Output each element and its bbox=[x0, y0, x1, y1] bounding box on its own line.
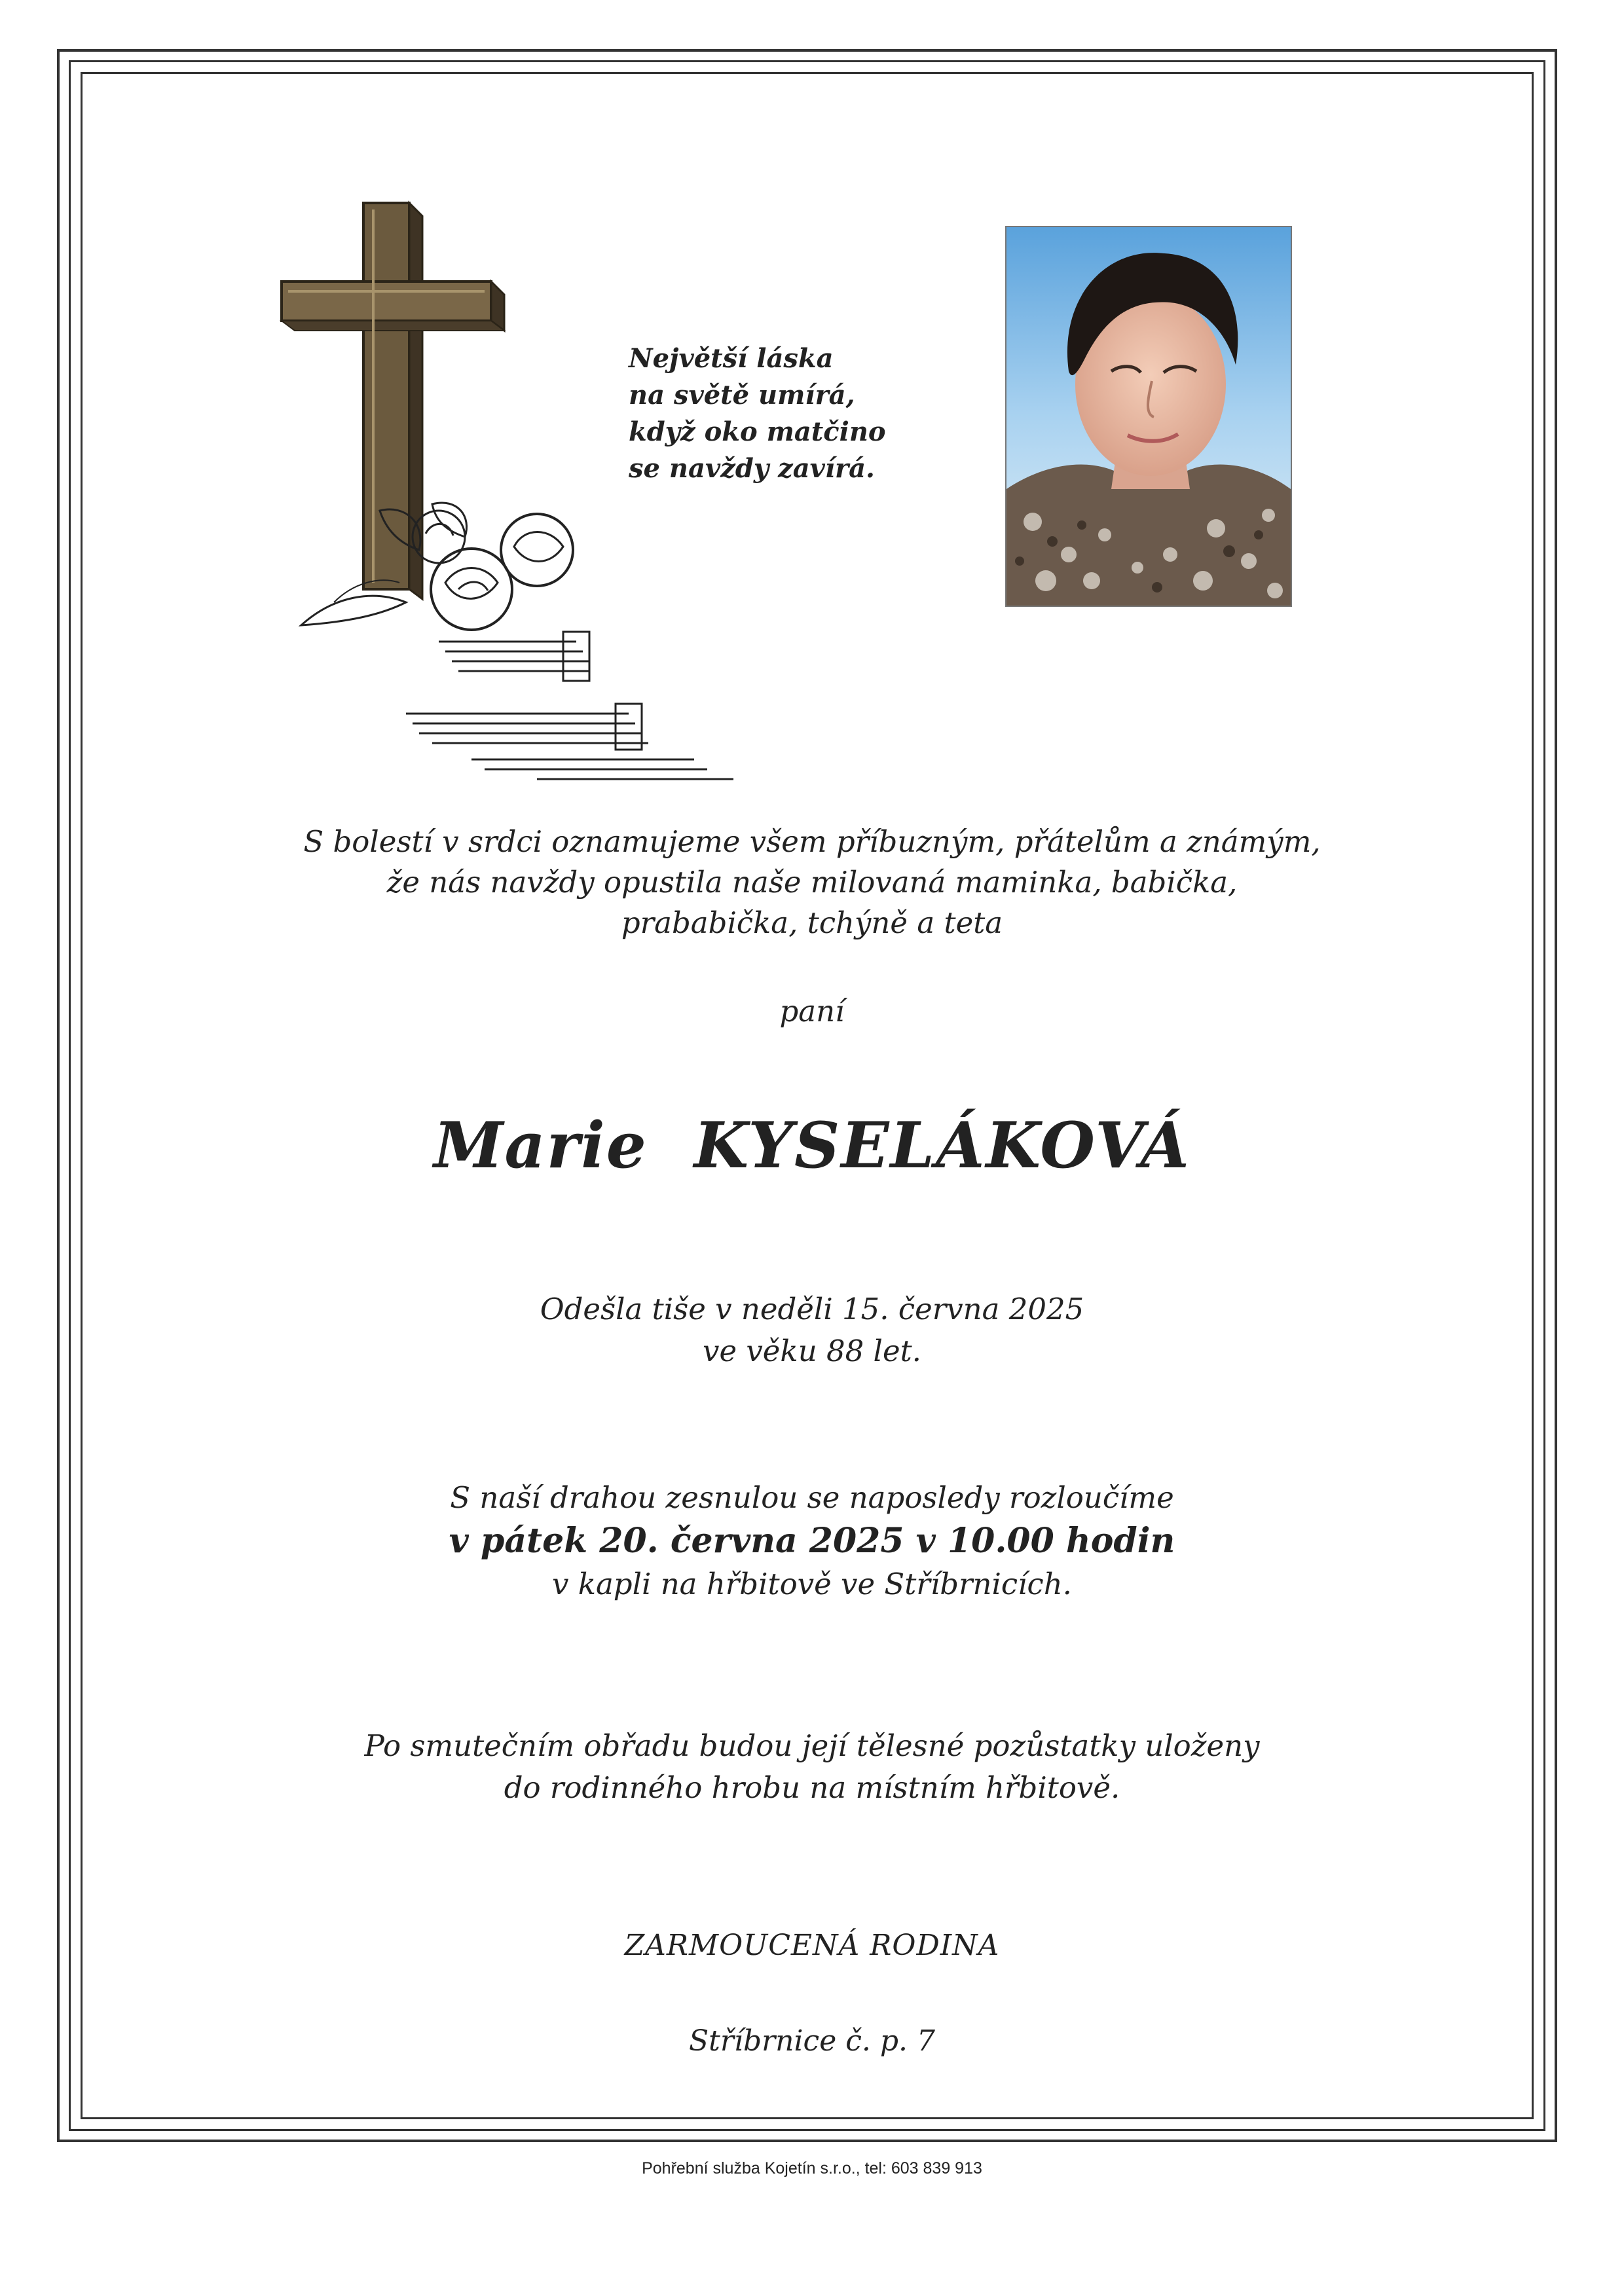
family-signature bbox=[196, 1926, 1428, 1965]
announcement-line: S bolestí v srdci oznamujeme všem příbuzným, přátelům a známým, bbox=[303, 824, 1321, 859]
age-line: ve věku 88 let. bbox=[703, 1334, 921, 1368]
cross-with-roses-icon bbox=[275, 196, 747, 786]
announcement-line: prababička, tchýně a teta bbox=[621, 905, 1003, 940]
motto-poem bbox=[629, 340, 969, 487]
burial-line: do rodinného hrobu na místním hřbitově. bbox=[504, 1770, 1120, 1805]
first-name: Marie bbox=[434, 1108, 648, 1182]
burial-info bbox=[196, 1725, 1428, 1809]
motto-line: se navždy zavírá. bbox=[629, 453, 875, 484]
salutation-text: paní bbox=[779, 994, 845, 1029]
portrait-photo bbox=[1005, 226, 1292, 607]
motto-line: Největší láska bbox=[629, 343, 834, 374]
salutation bbox=[196, 992, 1428, 1031]
last-name: KYSELÁKOVÁ bbox=[693, 1108, 1190, 1182]
farewell-datetime: v pátek 20. června 2025 v 10.00 hodin bbox=[449, 1521, 1175, 1561]
announcement-text bbox=[196, 822, 1428, 943]
farewell-place: v kapli na hřbitově ve Stříbrnicích. bbox=[551, 1567, 1072, 1601]
announcement-line: že nás navždy opustila naše milovaná maminka, babička, bbox=[386, 865, 1238, 900]
deceased-name bbox=[196, 1106, 1428, 1185]
farewell-intro: S naší drahou zesnulou se naposledy rozloučíme bbox=[450, 1480, 1174, 1515]
family-text: ZARMOUCENÁ RODINA bbox=[624, 1929, 1000, 1962]
family-address bbox=[196, 2022, 1428, 2061]
motto-line: když oko matčino bbox=[629, 416, 886, 447]
portrait-image bbox=[1006, 227, 1291, 606]
burial-line: Po smutečním obřadu budou její tělesné pozůstatky uloženy bbox=[364, 1728, 1260, 1763]
farewell-info bbox=[196, 1476, 1428, 1606]
death-info bbox=[196, 1288, 1428, 1372]
address-text: Stříbrnice č. p. 7 bbox=[689, 2024, 935, 2058]
death-date-line: Odešla tiše v neděli 15. června 2025 bbox=[540, 1292, 1084, 1326]
funeral-service-footer: Pohřební služba Kojetín s.r.o., tel: 603 839 913 bbox=[642, 2159, 982, 2178]
motto-line: na světě umírá, bbox=[629, 380, 855, 410]
